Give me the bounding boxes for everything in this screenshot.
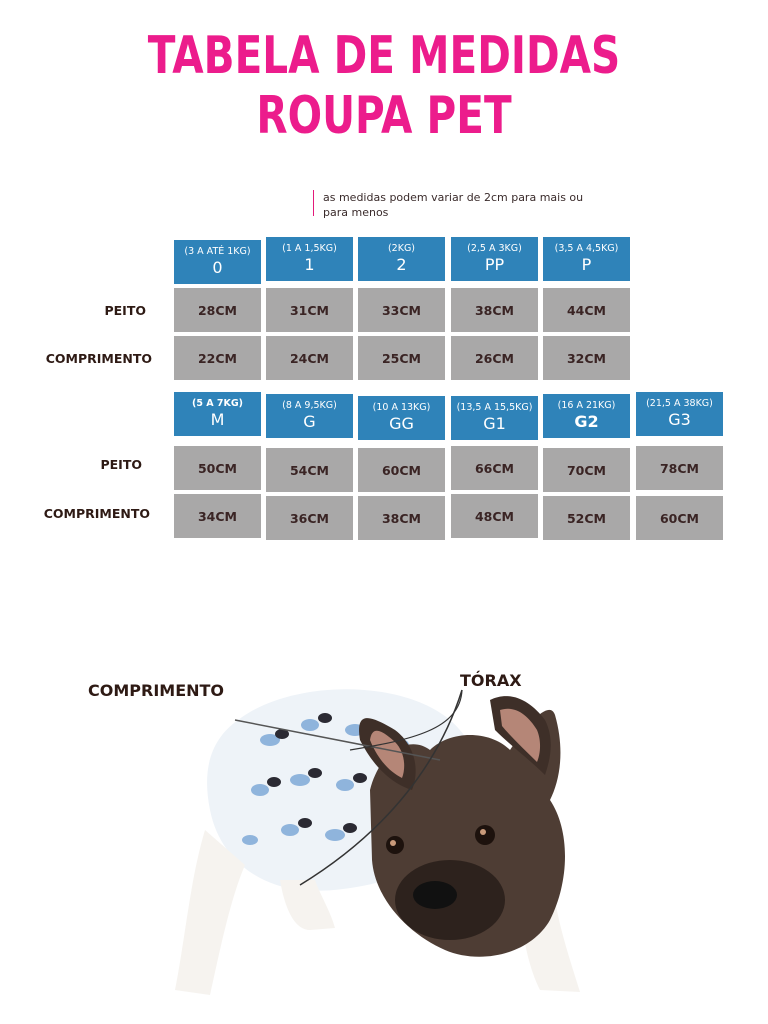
size-weight: (10 A 13KG)	[372, 402, 431, 413]
page-title-line-1: TABELA DE MEDIDAS	[147, 26, 621, 86]
comprimento-cell: 60CM	[636, 496, 723, 540]
peito-cell: 31CM	[266, 288, 353, 332]
size-weight: (16 A 21KG)	[557, 400, 616, 411]
variation-note: as medidas podem variar de 2cm para mais ou para menos	[323, 191, 584, 219]
size-header-g	[266, 394, 353, 438]
comprimento-cell: 24CM	[266, 336, 353, 380]
comprimento-cell: 52CM	[543, 496, 630, 540]
size-weight: (2KG)	[387, 243, 416, 254]
size-weight: (5 A 7KG)	[191, 398, 244, 409]
peito-cell: 50CM	[174, 446, 261, 490]
size-header-p	[543, 237, 630, 281]
comprimento-label: COMPRIMENTO	[88, 681, 225, 700]
comprimento-cell: 38CM	[358, 496, 445, 540]
peito-cell: 78CM	[636, 446, 723, 490]
peito-cell: 54CM	[266, 448, 353, 492]
row-label-peito: PEITO	[104, 303, 146, 318]
size-label: PP	[484, 255, 505, 274]
size-header-g2	[543, 394, 630, 438]
size-header-2	[358, 237, 445, 281]
size-header-gg	[358, 396, 445, 440]
comprimento-cell: 36CM	[266, 496, 353, 540]
size-weight: (3 A ATÉ 1KG)	[184, 246, 251, 257]
size-label: M	[210, 410, 225, 429]
peito-cell: 38CM	[451, 288, 538, 332]
size-header-pp	[451, 237, 538, 281]
size-label: G	[303, 412, 316, 431]
page-title-line-2: ROUPA PET	[256, 86, 512, 146]
comprimento-cell: 26CM	[451, 336, 538, 380]
size-weight: (21,5 A 38KG)	[646, 398, 713, 409]
size-label: 1	[304, 255, 315, 274]
size-header-0	[174, 240, 261, 284]
size-label: 2	[396, 255, 407, 274]
comprimento-cell: 48CM	[451, 494, 538, 538]
size-label: G1	[483, 414, 506, 433]
torax-label: TÓRAX	[460, 671, 522, 690]
peito-cell: 70CM	[543, 448, 630, 492]
dog-illustration	[150, 660, 610, 1024]
size-label: P	[581, 255, 592, 274]
peito-cell: 66CM	[451, 446, 538, 490]
size-weight: (8 A 9,5KG)	[282, 400, 337, 411]
comprimento-cell: 34CM	[174, 494, 261, 538]
peito-cell: 28CM	[174, 288, 261, 332]
size-weight: (13,5 A 15,5KG)	[456, 402, 533, 413]
size-header-m	[174, 392, 261, 436]
size-header-g3	[636, 392, 723, 436]
row-label-comprimento: COMPRIMENTO	[43, 506, 150, 521]
note-divider	[313, 190, 314, 216]
peito-cell: 33CM	[358, 288, 445, 332]
row-label-comprimento: COMPRIMENTO	[45, 351, 152, 366]
size-header-1	[266, 237, 353, 281]
peito-cell: 44CM	[543, 288, 630, 332]
comprimento-cell: 25CM	[358, 336, 445, 380]
size-label: G3	[668, 410, 691, 429]
size-weight: (1 A 1,5KG)	[282, 243, 337, 254]
size-label: G2	[574, 412, 599, 431]
comprimento-cell: 22CM	[174, 336, 261, 380]
comprimento-cell: 32CM	[543, 336, 630, 380]
row-label-peito: PEITO	[100, 457, 142, 472]
size-weight: (3,5 A 4,5KG)	[554, 243, 619, 254]
size-label: 0	[212, 258, 223, 277]
size-header-g1	[451, 396, 538, 440]
size-weight: (2,5 A 3KG)	[467, 243, 522, 254]
peito-cell: 60CM	[358, 448, 445, 492]
size-label: GG	[389, 414, 414, 433]
